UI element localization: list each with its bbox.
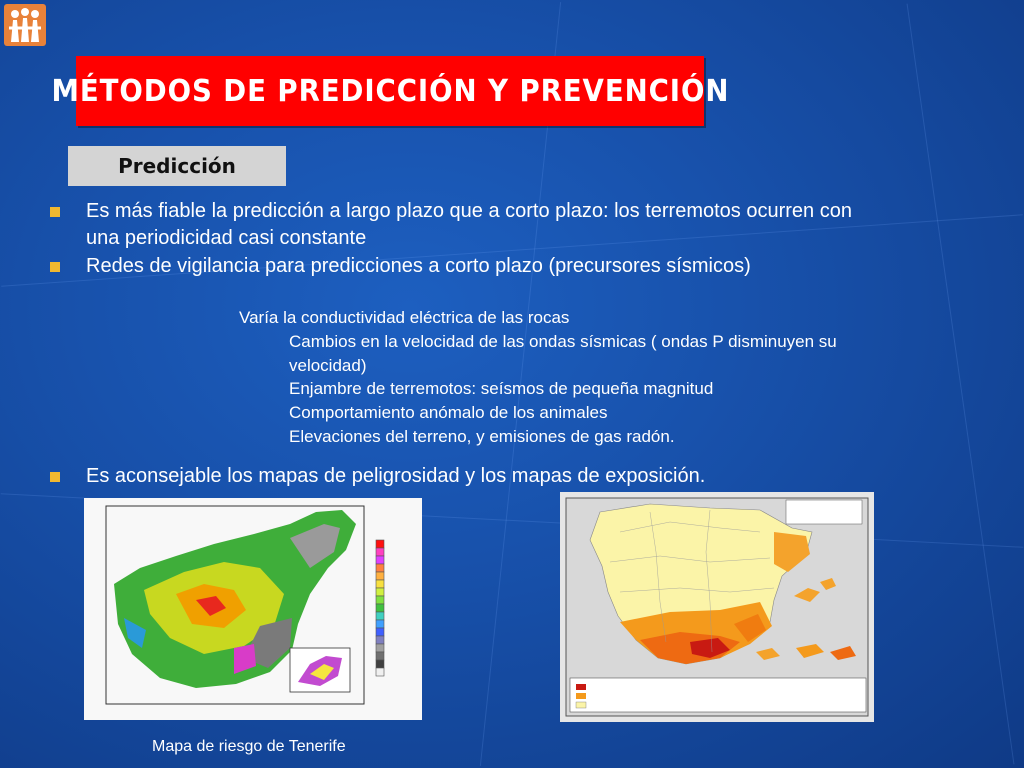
bullet-item	[50, 198, 990, 254]
precursor-item-continued: velocidad)	[289, 356, 367, 375]
people-logo-icon	[4, 4, 46, 46]
precursor-item: Enjambre de terremotos: seísmos de pequeña magnitud	[289, 379, 714, 398]
bullet-text: Redes de vigilancia para predicciones a corto plazo (precursores sísmicos)	[86, 255, 751, 277]
slide-title-banner	[51, 56, 729, 126]
map-caption: Mapa de riesgo de Tenerife	[152, 738, 346, 755]
bullet-text: Es aconsejable los mapas de peligrosidad y los mapas de exposición.	[86, 465, 706, 487]
bullet-item	[50, 463, 990, 491]
background-grid-line	[907, 4, 1015, 765]
precursor-item: Cambios en la velocidad de las ondas sísmicas ( ondas P disminuyen su	[289, 332, 837, 351]
bullet-text: Es más fiable la predicción a largo plazo que a corto plazo: los terremotos ocurren con	[86, 200, 852, 222]
bullet-item	[50, 253, 990, 281]
precursor-item: Elevaciones del terreno, y emisiones de gas radón.	[289, 427, 675, 446]
square-bullet-icon	[50, 472, 60, 482]
section-subtitle: Predicción	[118, 154, 236, 178]
tenerife-risk-map-image	[84, 498, 422, 720]
precursor-item: Varía la conductividad eléctrica de las rocas	[239, 308, 570, 327]
spain-hazard-map-image	[560, 492, 874, 722]
slide-title: MÉTODOS DE PREDICCIÓN Y PREVENCIÓN	[51, 73, 729, 109]
square-bullet-icon	[50, 262, 60, 272]
square-bullet-icon	[50, 207, 60, 217]
section-subtitle-box	[68, 146, 286, 186]
precursor-item: Comportamiento anómalo de los animales	[289, 403, 608, 422]
bullet-text-continued: una periodicidad casi constante	[86, 227, 367, 249]
